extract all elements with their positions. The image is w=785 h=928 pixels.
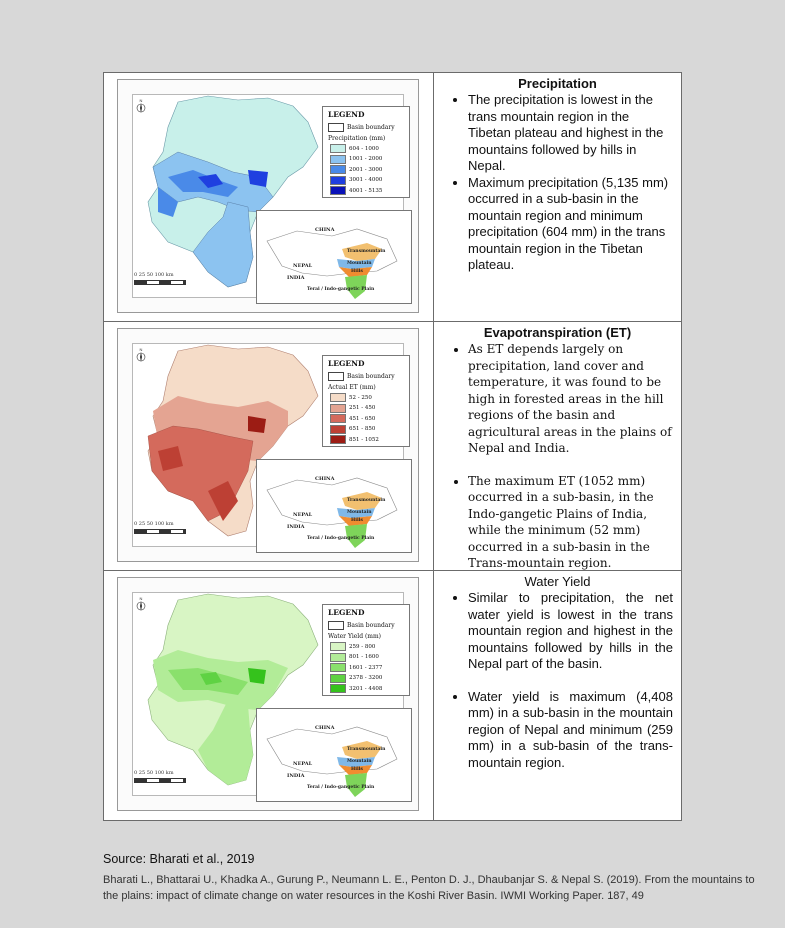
inset-label-mountain: Mountain	[347, 510, 372, 515]
legend-title: LEGEND	[328, 359, 365, 368]
list-item: • As ET depends largely on precipitation, land cover and temperature, it was found to be high in forested areas in the hill regions of the basin and agricultural areas in the plains of Nepal and India.	[468, 341, 673, 457]
regions-inset-map	[256, 459, 412, 553]
regions-inset-map	[256, 708, 412, 802]
table-row-evapotranspiration	[104, 322, 681, 571]
inset-label-india: INDIA	[287, 275, 305, 281]
inset-label-mountain: Mountain	[347, 759, 372, 764]
legend-row: 604 - 1000	[330, 144, 409, 153]
legend-row: 1601 - 2377	[330, 663, 409, 672]
table-row-water-yield	[104, 571, 681, 820]
inset-label-hills: Hills	[351, 767, 363, 772]
basin-boundary-swatch	[328, 372, 344, 381]
inset-label-india: INDIA	[287, 524, 305, 530]
water-yield-legend	[322, 604, 410, 696]
legend-boundary-label: Basin boundary	[347, 124, 395, 131]
scale-bar	[134, 529, 186, 534]
et-bullets	[442, 341, 673, 457]
inset-label-terai: Terai / Indo-gangetic Plain	[307, 287, 375, 292]
legend-subtitle: Water Yield (mm)	[328, 633, 382, 640]
inset-label-nepal: NEPAL	[293, 761, 313, 767]
water-yield-bullets	[442, 590, 673, 673]
legend-title: LEGEND	[328, 608, 365, 617]
inset-label-nepal: NEPAL	[293, 512, 313, 518]
legend-row: 651 - 850	[330, 425, 409, 434]
list-item: • The maximum ET (1052 mm) occurred in a sub-basin, in the Indo-gangetic Plains of India, while the minimum (52 mm) occurred in a sub-basin in the Trans-mountain region.	[468, 473, 673, 572]
precipitation-text-cell	[434, 73, 681, 321]
reference-citation: Bharati L., Bhattarai U., Khadka A., Gurung P., Neumann L. E., Penton D. J., Dhaubanjar S. & Nepal S. (2019). From the mountains to the plains: impact of climate change on water resources in the Koshi River Basin. IWMI Working Paper. 187, 49	[103, 874, 755, 902]
summary-table	[103, 72, 682, 821]
list-item: • The precipitation is lowest in the trans mountain region in the Tibetan plateau and highest in the mountains followed by hills in Nepal.	[468, 92, 673, 175]
basin-boundary-swatch	[328, 621, 344, 630]
legend-row: 2001 - 3000	[330, 165, 409, 174]
legend-row: 451 - 650	[330, 414, 409, 423]
inset-label-nepal: NEPAL	[293, 263, 313, 269]
legend-row: 251 - 450	[330, 404, 409, 413]
legend-row: 3001 - 4000	[330, 176, 409, 185]
water-yield-map-cell	[104, 571, 433, 820]
inset-label-trans: Transmountain	[347, 249, 386, 254]
precipitation-map	[117, 79, 419, 313]
list-item: • Similar to precipitation, the net water yield is lowest in the trans mountain region and highest in the mountains followed by hills in the Nepal part of the basin.	[468, 590, 673, 673]
cell-title-water-yield: Water Yield	[524, 574, 591, 589]
scale-bar	[134, 280, 186, 285]
legend-title: LEGEND	[328, 110, 365, 119]
legend-row: 1001 - 2000	[330, 155, 409, 164]
inset-label-hills: Hills	[351, 269, 363, 274]
cell-title-et: Evapotranspiration (ET)	[483, 325, 632, 340]
basin-boundary-swatch	[328, 123, 344, 132]
inset-label-china: CHINA	[315, 725, 335, 731]
water-yield-map	[117, 577, 419, 811]
source-line: Source: Bharati et al., 2019	[103, 852, 255, 866]
et-map	[117, 328, 419, 562]
legend-boundary-label: Basin boundary	[347, 373, 395, 380]
svg-text:N: N	[139, 347, 143, 352]
inset-label-terai: Terai / Indo-gangetic Plain	[307, 785, 375, 790]
legend-subtitle: Actual ET (mm)	[328, 384, 376, 391]
list-item: • Maximum precipitation (5,135 mm) occurred in a sub-basin in the mountain region and minimum precipitation (604 mm) in the trans mountain region in the Tibetan plateau.	[468, 175, 673, 274]
et-map-cell	[104, 322, 433, 570]
precipitation-map-cell	[104, 73, 433, 321]
cell-title-precipitation: Precipitation	[518, 76, 597, 91]
legend-subtitle: Precipitation (mm)	[328, 135, 386, 142]
svg-text:N: N	[139, 98, 143, 103]
et-text-cell	[434, 322, 681, 570]
scale-label: 0 25 50 100 km	[134, 521, 174, 527]
svg-text:N: N	[139, 596, 143, 601]
inset-label-trans: Transmountain	[347, 747, 386, 752]
inset-label-mountain: Mountain	[347, 261, 372, 266]
scale-label: 0 25 50 100 km	[134, 272, 174, 278]
legend-row: 801 - 1600	[330, 653, 409, 662]
inset-label-india: INDIA	[287, 773, 305, 779]
precipitation-bullets	[442, 92, 673, 274]
scale-bar	[134, 778, 186, 783]
legend-row: 4001 - 5135	[330, 186, 409, 195]
legend-row: 2378 - 3200	[330, 674, 409, 683]
legend-row: 851 - 1052	[330, 435, 409, 444]
inset-label-terai: Terai / Indo-gangetic Plain	[307, 536, 375, 541]
legend-boundary-label: Basin boundary	[347, 622, 395, 629]
inset-label-china: CHINA	[315, 476, 335, 482]
legend-row: 3201 - 4408	[330, 684, 409, 693]
table-row-precipitation	[104, 73, 681, 322]
legend-row: 52 - 250	[330, 393, 409, 402]
inset-label-hills: Hills	[351, 518, 363, 523]
list-item: • Water yield is maximum (4,408 mm) in a sub-basin in the mountain region of Nepal and minimum (259 mm) in a sub-basin of the trans-mountain region.	[468, 689, 673, 772]
inset-label-trans: Transmountain	[347, 498, 386, 503]
inset-label-china: CHINA	[315, 227, 335, 233]
regions-inset-map	[256, 210, 412, 304]
legend-row: 259 - 800	[330, 642, 409, 651]
scale-label: 0 25 50 100 km	[134, 770, 174, 776]
et-legend	[322, 355, 410, 447]
precipitation-legend	[322, 106, 410, 198]
water-yield-text-cell	[434, 571, 681, 820]
